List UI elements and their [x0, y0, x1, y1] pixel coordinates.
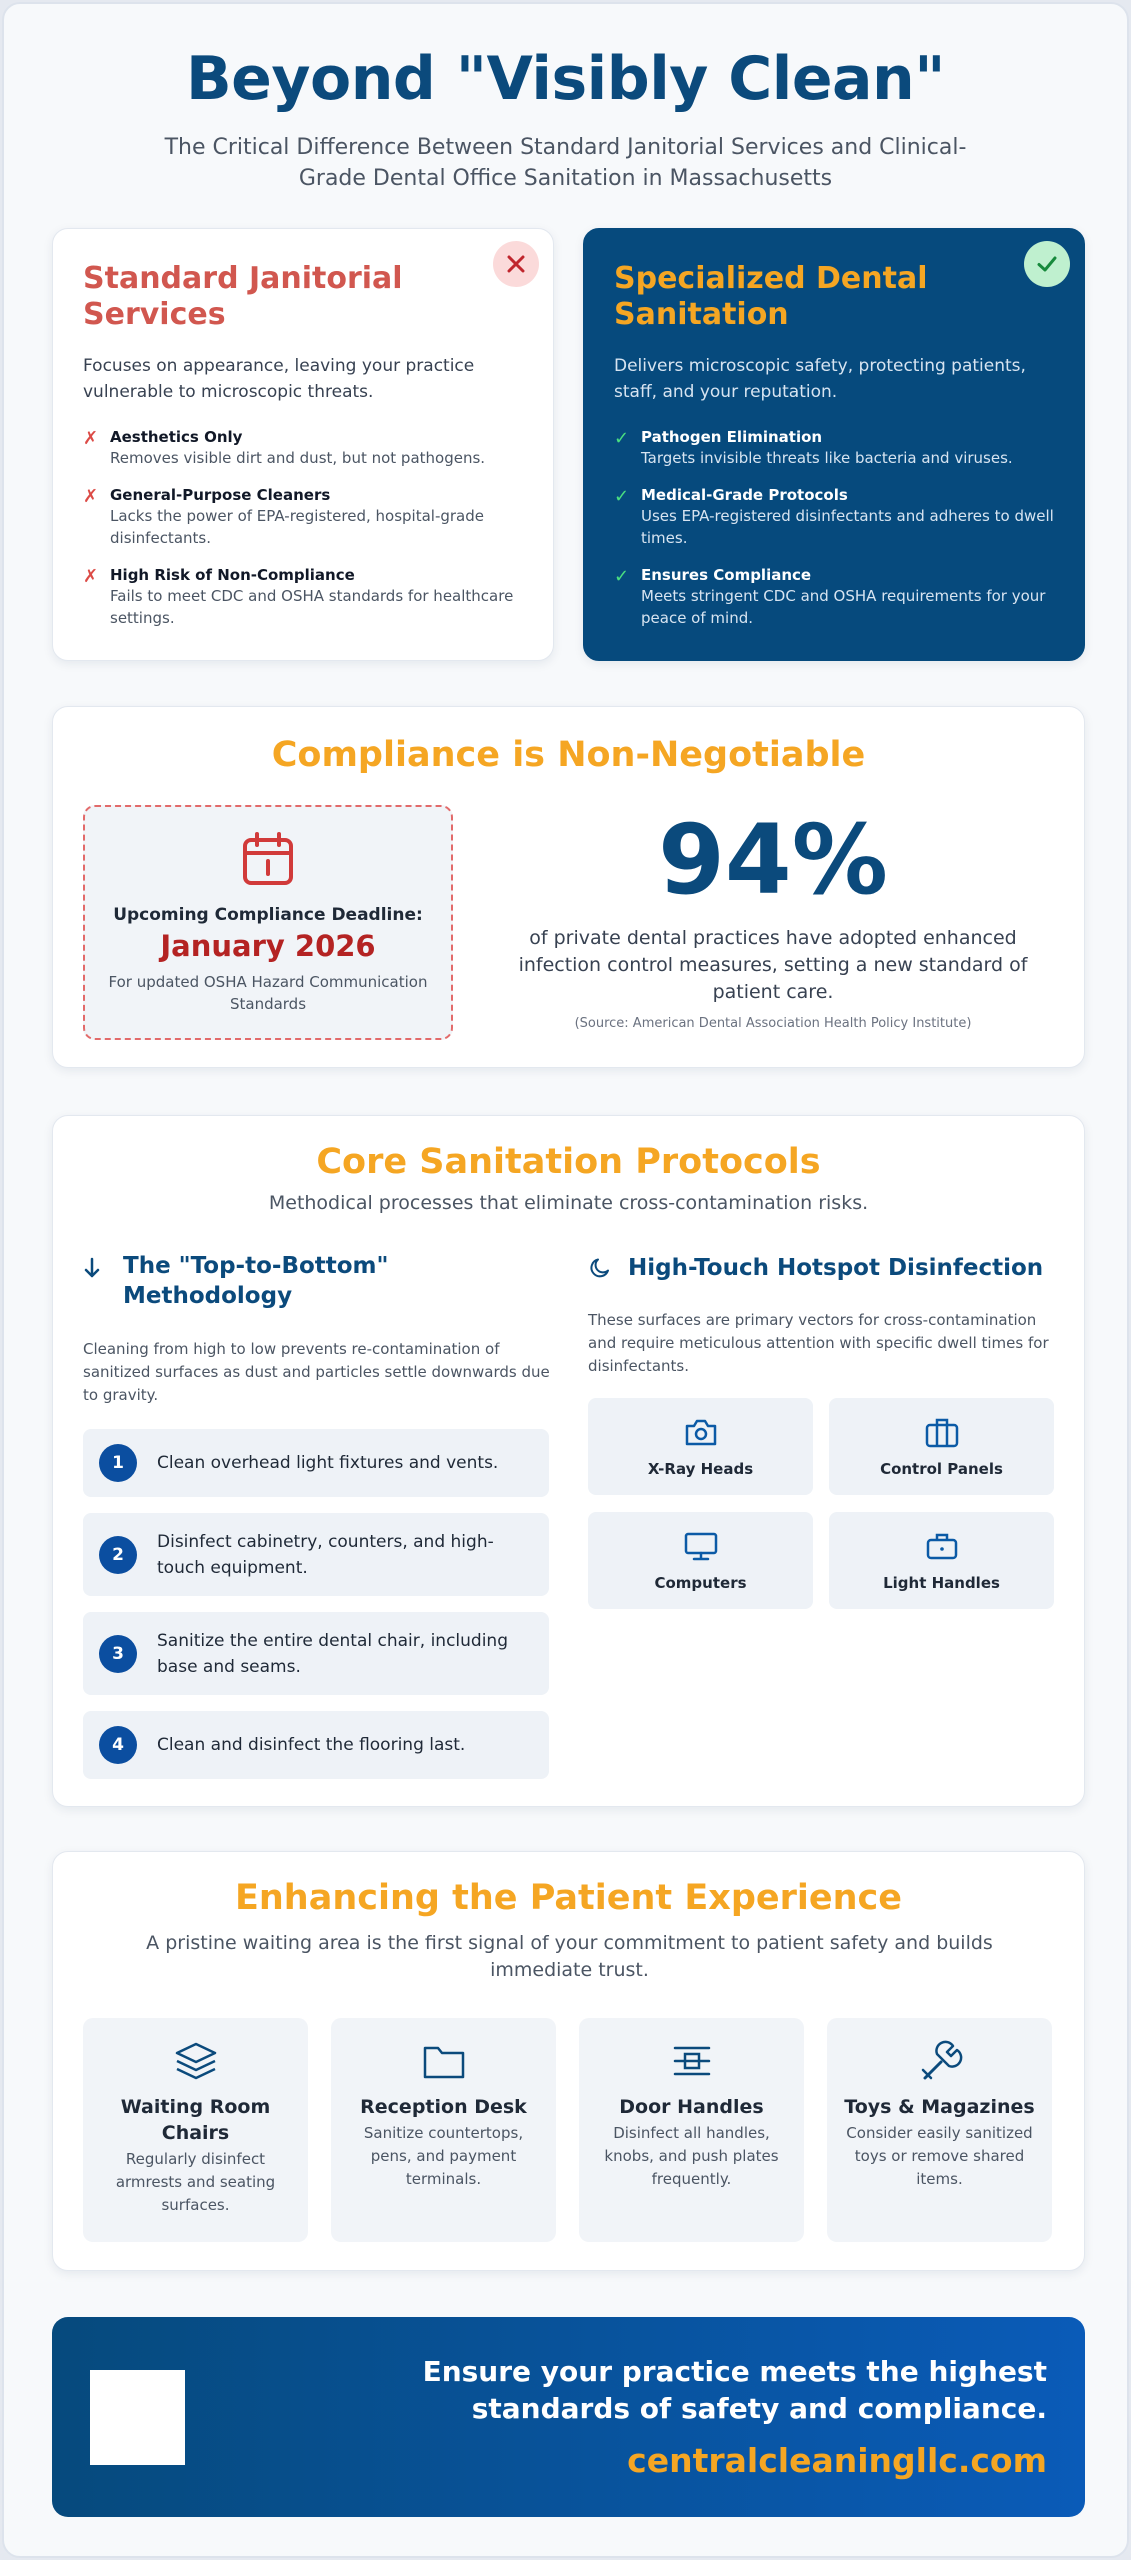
experience-card-description: Consider easily sanitized toys or remove shared items.: [846, 2124, 1033, 2188]
step-number: 2: [99, 1536, 137, 1574]
moon-icon: [588, 1253, 628, 1284]
list-item-title: Medical-Grade Protocols: [641, 486, 848, 504]
compliance-section: [52, 706, 1085, 1068]
calendar-icon: [85, 831, 451, 891]
list-item-description: Fails to meet CDC and OSHA standards for healthcare settings.: [110, 587, 514, 627]
list-item-title: Pathogen Elimination: [641, 428, 823, 446]
call-to-action-banner: [52, 2317, 1085, 2517]
list-item-description: Removes visible dirt and dust, but not pathogens.: [110, 449, 486, 467]
list-item: [83, 565, 523, 629]
experience-card: [83, 2018, 308, 2242]
check-icon: ✓: [614, 428, 630, 449]
hotspot-heading: [588, 1253, 1068, 1284]
hotspot-label: Computers: [654, 1574, 747, 1592]
statistic-source: (Source: American Dental Association Health Policy Institute): [574, 1016, 972, 1031]
step-text: Disinfect cabinetry, counters, and high-touch equipment.: [157, 1531, 494, 1578]
hotspot-label: Control Panels: [880, 1460, 1003, 1478]
handle-icon: [829, 1530, 1054, 1564]
protocol-step: [83, 1513, 549, 1596]
page-subtitle: The Critical Difference Between Standard Janitorial Services and Clinical-Grade Dental Office Sanitation in Massachusetts: [164, 135, 967, 191]
list-item: [614, 565, 1054, 629]
deadline-note: For updated OSHA Hazard Communication Standards: [108, 973, 428, 1013]
list-item-title: Aesthetics Only: [110, 428, 243, 446]
monitor-icon: [588, 1530, 813, 1564]
experience-card: [579, 2018, 804, 2242]
experience-card: [827, 2018, 1052, 2242]
top-to-bottom-title: The "Top-to-Bottom" Methodology: [123, 1253, 389, 1309]
protocol-step: [83, 1429, 549, 1497]
check-icon: ✓: [614, 566, 630, 587]
hotspot-tile: [829, 1512, 1054, 1609]
experience-subtitle: A pristine waiting area is the first signal of your commitment to patient safety and builds immediate trust.: [146, 1932, 993, 1981]
experience-card: [331, 2018, 556, 2242]
layers-icon: [99, 2040, 292, 2084]
cross-icon: ✗: [83, 566, 99, 587]
list-item-title: High Risk of Non-Compliance: [110, 566, 355, 584]
statistic-description: of private dental practices have adopted enhanced infection control measures, setting a new standard of patient care.: [518, 927, 1028, 1003]
standard-card-description: Focuses on appearance, leaving your practice vulnerable to microscopic threats.: [83, 356, 475, 402]
hotspot-tile: [588, 1512, 813, 1609]
check-icon: ✓: [614, 486, 630, 507]
experience-card-title: Reception Desk: [360, 2096, 527, 2118]
step-number: 3: [99, 1635, 137, 1673]
statistic-value: 94%: [658, 804, 888, 916]
protocols-section: [52, 1115, 1085, 1807]
step-text: Sanitize the entire dental chair, including base and seams.: [157, 1630, 508, 1677]
experience-card-title: Toys & Magazines: [844, 2096, 1035, 2118]
page-title: Beyond "Visibly Clean": [185, 44, 946, 114]
hotspot-tile: [829, 1398, 1054, 1495]
briefcase-icon: [829, 1416, 1054, 1450]
list-item: [614, 427, 1054, 469]
protocol-step: [83, 1612, 549, 1695]
list-item-description: Lacks the power of EPA-registered, hospital-grade disinfectants.: [110, 507, 484, 547]
step-text: Clean overhead light fixtures and vents.: [157, 1453, 499, 1473]
list-item: [614, 485, 1054, 549]
experience-title: Enhancing the Patient Experience: [234, 1878, 903, 1918]
checkmark-icon: [1024, 241, 1070, 287]
experience-card-title: Waiting Room Chairs: [120, 2096, 271, 2144]
logo-placeholder: [90, 2370, 185, 2465]
patient-experience-section: [52, 1851, 1085, 2271]
website-link[interactable]: centralcleaningllc.com: [627, 2441, 1047, 2480]
hotspot-description: These surfaces are primary vectors for cross-contamination and require meticulous attention with specific dwell times for disinfectants.: [588, 1311, 1049, 1375]
top-to-bottom-heading: [83, 1251, 543, 1311]
standard-card-title: Standard Janitorial Services: [83, 261, 403, 332]
step-number: 4: [99, 1726, 137, 1764]
sliders-icon: [595, 2040, 788, 2084]
cta-text: Ensure your practice meets the highest standards of safety and compliance.: [422, 2355, 1047, 2425]
specialized-card-title: Specialized Dental Sanitation: [614, 261, 928, 332]
header: [4, 44, 1127, 194]
experience-card-description: Sanitize countertops, pens, and payment terminals.: [363, 2124, 524, 2188]
deadline-date: January 2026: [160, 929, 376, 963]
specialized-card-list: [614, 427, 1054, 629]
cross-icon: ✗: [83, 428, 99, 449]
protocols-title: Core Sanitation Protocols: [316, 1142, 821, 1182]
compliance-title: Compliance is Non-Negotiable: [271, 735, 866, 775]
camera-icon: [588, 1416, 813, 1450]
step-text: Clean and disinfect the flooring last.: [157, 1735, 466, 1755]
top-to-bottom-description: Cleaning from high to low prevents re-contamination of sanitized surfaces as dust and particles settle downwards due to gravity.: [83, 1340, 550, 1404]
experience-card-title: Door Handles: [619, 2096, 764, 2118]
list-item-description: Uses EPA-registered disinfectants and adheres to dwell times.: [641, 507, 1054, 547]
list-item-title: Ensures Compliance: [641, 566, 812, 584]
specialized-card-description: Delivers microscopic safety, protecting patients, staff, and your reputation.: [614, 356, 1026, 402]
experience-card-description: Regularly disinfect armrests and seating surfaces.: [115, 2150, 276, 2214]
protocol-step: [83, 1711, 549, 1779]
list-item-description: Targets invisible threats like bacteria and viruses.: [641, 449, 1013, 467]
list-item-description: Meets stringent CDC and OSHA requirements for your peace of mind.: [641, 587, 1046, 627]
list-item: [83, 427, 523, 469]
x-icon: [493, 241, 539, 287]
standard-janitorial-card: [52, 228, 554, 661]
protocols-subtitle: Methodical processes that eliminate cross-contamination risks.: [268, 1192, 869, 1214]
arrow-down-icon: [83, 1251, 123, 1283]
hotspot-tile: [588, 1398, 813, 1495]
cross-icon: ✗: [83, 486, 99, 507]
list-item-title: General-Purpose Cleaners: [110, 486, 331, 504]
standard-card-list: [83, 427, 523, 629]
hotspot-title: High-Touch Hotspot Disinfection: [628, 1255, 1044, 1281]
folder-icon: [347, 2040, 540, 2084]
experience-card-description: Disinfect all handles, knobs, and push plates frequently.: [604, 2124, 779, 2188]
deadline-label: Upcoming Compliance Deadline:: [113, 905, 423, 925]
infographic-page: [2, 2, 1129, 2558]
hotspot-label: Light Handles: [883, 1574, 1000, 1592]
specialized-sanitation-card: [583, 228, 1085, 661]
step-number: 1: [99, 1444, 137, 1482]
hotspot-label: X-Ray Heads: [647, 1460, 754, 1478]
deadline-box: [83, 805, 453, 1040]
statistic-block: [503, 805, 1043, 1031]
list-item: [83, 485, 523, 549]
tools-icon: [843, 2040, 1036, 2084]
